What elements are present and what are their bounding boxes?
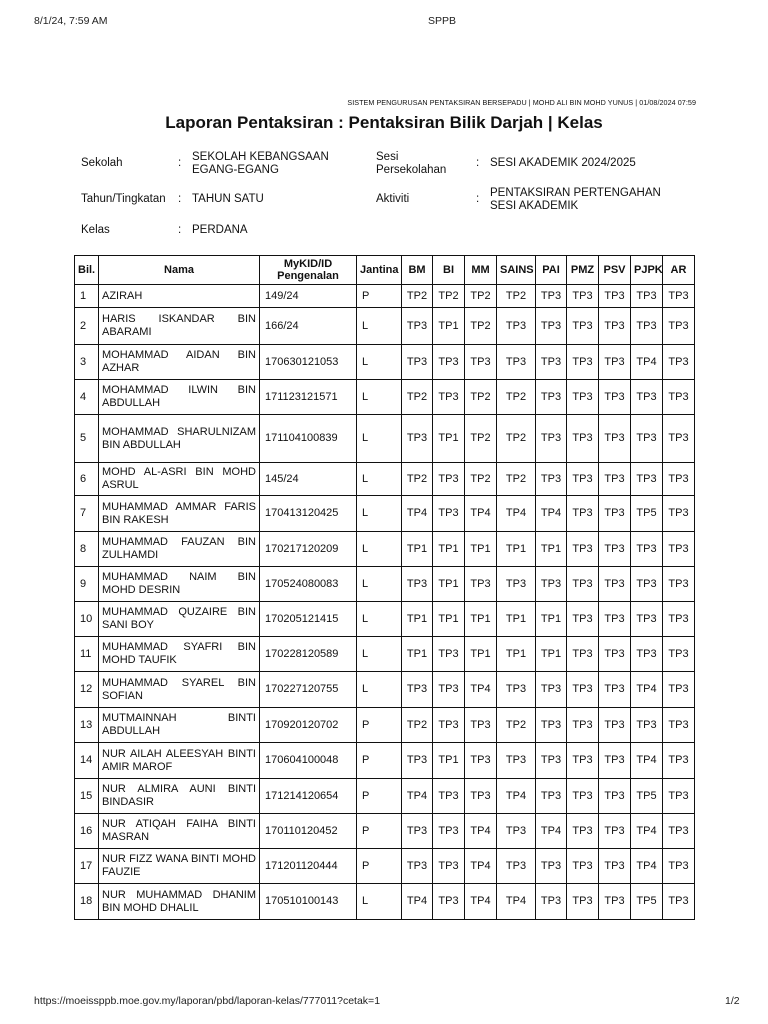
cell-grade-bm: TP3 <box>402 814 433 849</box>
kelas-value: PERDANA <box>192 224 248 236</box>
cell-grade-ar: TP3 <box>663 708 695 743</box>
cell-mykid: 170205121415 <box>260 602 357 637</box>
cell-grade-sains: TP4 <box>497 884 536 920</box>
cell-grade-psv: TP3 <box>599 884 631 920</box>
cell-grade-bm: TP3 <box>402 672 433 708</box>
cell-grade-bi: TP3 <box>433 849 465 884</box>
table-row <box>75 849 695 884</box>
table-header-row <box>75 256 695 285</box>
cell-nama: MOHAMMAD ILWIN BIN ABDULLAH <box>99 380 260 415</box>
cell-nama: AZIRAH <box>99 285 260 308</box>
header-pmz: PMZ <box>567 256 599 285</box>
cell-mykid: 170604100048 <box>260 743 357 779</box>
cell-grade-pjpk: TP3 <box>631 602 663 637</box>
cell-grade-pjpk: TP3 <box>631 567 663 602</box>
sesi-label-line-1: Sesi <box>376 151 399 163</box>
cell-nama: NUR AILAH ALEESYAH BINTI AMIR MAROF <box>99 743 260 779</box>
cell-grade-pmz: TP3 <box>567 532 599 567</box>
table-row <box>75 708 695 743</box>
header-bi: BI <box>433 256 465 285</box>
cell-mykid: 170920120702 <box>260 708 357 743</box>
tahun-label: Tahun/Tingkatan <box>81 193 166 205</box>
table-row <box>75 415 695 463</box>
table-row <box>75 308 695 345</box>
cell-grade-sains: TP3 <box>497 672 536 708</box>
cell-grade-ar: TP3 <box>663 672 695 708</box>
cell-grade-pai: TP1 <box>536 602 567 637</box>
table-row <box>75 602 695 637</box>
cell-grade-psv: TP3 <box>599 602 631 637</box>
table-row <box>75 567 695 602</box>
print-footer-url: https://moeissppb.moe.gov.my/laporan/pbd/laporan-kelas/777011?cetak=1 <box>34 995 381 1007</box>
cell-grade-pmz: TP3 <box>567 415 599 463</box>
cell-grade-pai: TP3 <box>536 567 567 602</box>
print-page-title: SPPB <box>428 15 457 27</box>
cell-grade-psv: TP3 <box>599 285 631 308</box>
cell-grade-ar: TP3 <box>663 567 695 602</box>
cell-grade-bm: TP2 <box>402 463 433 496</box>
table-row <box>75 380 695 415</box>
table-row <box>75 345 695 380</box>
cell-nama: MUHAMMAD QUZAIRE BIN SANI BOY <box>99 602 260 637</box>
cell-grade-bm: TP3 <box>402 743 433 779</box>
cell-grade-pjpk: TP5 <box>631 779 663 814</box>
cell-grade-ar: TP3 <box>663 308 695 345</box>
cell-nama: MOHD AL-ASRI BIN MOHD ASRUL <box>99 463 260 496</box>
cell-grade-pmz: TP3 <box>567 380 599 415</box>
cell-grade-pai: TP3 <box>536 415 567 463</box>
cell-grade-sains: TP3 <box>497 567 536 602</box>
cell-nama: HARIS ISKANDAR BIN ABARAMI <box>99 308 260 345</box>
colon: : <box>178 193 182 205</box>
cell-bil: 3 <box>75 345 99 380</box>
cell-nama: MUHAMMAD NAIM BIN MOHD DESRIN <box>99 567 260 602</box>
cell-grade-pmz: TP3 <box>567 884 599 920</box>
cell-grade-bm: TP2 <box>402 380 433 415</box>
cell-mykid: 170630121053 <box>260 345 357 380</box>
header-ar: AR <box>663 256 695 285</box>
print-footer-page-number: 1/2 <box>725 995 740 1007</box>
cell-grade-ar: TP3 <box>663 743 695 779</box>
cell-grade-ar: TP3 <box>663 345 695 380</box>
cell-grade-sains: TP2 <box>497 708 536 743</box>
cell-grade-pjpk: TP3 <box>631 463 663 496</box>
cell-bil: 7 <box>75 496 99 532</box>
cell-grade-ar: TP3 <box>663 884 695 920</box>
cell-grade-psv: TP3 <box>599 743 631 779</box>
cell-grade-pai: TP3 <box>536 743 567 779</box>
cell-grade-pmz: TP3 <box>567 496 599 532</box>
cell-jantina: L <box>357 415 402 463</box>
cell-grade-mm: TP2 <box>465 415 497 463</box>
cell-bil: 5 <box>75 415 99 463</box>
cell-grade-pai: TP3 <box>536 308 567 345</box>
cell-grade-pai: TP1 <box>536 637 567 672</box>
cell-grade-bi: TP3 <box>433 380 465 415</box>
cell-grade-psv: TP3 <box>599 345 631 380</box>
cell-grade-pmz: TP3 <box>567 345 599 380</box>
cell-grade-bi: TP3 <box>433 637 465 672</box>
cell-mykid: 170524080083 <box>260 567 357 602</box>
cell-bil: 11 <box>75 637 99 672</box>
system-info-line: SISTEM PENGURUSAN PENTAKSIRAN BERSEPADU | MOHD ALI BIN MOHD YUNUS | 01/08/2024 07:59 <box>347 98 696 107</box>
cell-grade-sains: TP1 <box>497 532 536 567</box>
assessment-table <box>74 255 695 920</box>
cell-nama: NUR FIZZ WANA BINTI MOHD FAUZIE <box>99 849 260 884</box>
cell-grade-pai: TP4 <box>536 496 567 532</box>
cell-grade-pai: TP3 <box>536 708 567 743</box>
cell-mykid: 170413120425 <box>260 496 357 532</box>
cell-grade-psv: TP3 <box>599 532 631 567</box>
cell-nama: NUR MUHAMMAD DHANIM BIN MOHD DHALIL <box>99 884 260 920</box>
cell-grade-psv: TP3 <box>599 814 631 849</box>
cell-nama: MUHAMMAD SYAFRI BIN MOHD TAUFIK <box>99 637 260 672</box>
sekolah-value-line-1: SEKOLAH KEBANGSAAN <box>192 151 329 163</box>
cell-grade-bi: TP3 <box>433 345 465 380</box>
cell-grade-pjpk: TP3 <box>631 415 663 463</box>
cell-grade-ar: TP3 <box>663 496 695 532</box>
cell-grade-pjpk: TP3 <box>631 708 663 743</box>
header-mykid-line-2: Pengenalan <box>277 270 339 282</box>
cell-jantina: P <box>357 743 402 779</box>
cell-grade-sains: TP3 <box>497 849 536 884</box>
cell-bil: 13 <box>75 708 99 743</box>
cell-grade-ar: TP3 <box>663 637 695 672</box>
cell-mykid: 170227120755 <box>260 672 357 708</box>
cell-grade-sains: TP4 <box>497 779 536 814</box>
cell-bil: 9 <box>75 567 99 602</box>
cell-grade-psv: TP3 <box>599 463 631 496</box>
cell-mykid: 166/24 <box>260 308 357 345</box>
cell-grade-pjpk: TP4 <box>631 814 663 849</box>
colon: : <box>476 193 480 205</box>
table-row <box>75 814 695 849</box>
cell-mykid: 170510100143 <box>260 884 357 920</box>
cell-grade-sains: TP3 <box>497 308 536 345</box>
sekolah-value-line-2: EGANG-EGANG <box>192 164 279 176</box>
cell-grade-mm: TP1 <box>465 602 497 637</box>
cell-grade-psv: TP3 <box>599 637 631 672</box>
cell-grade-pjpk: TP4 <box>631 743 663 779</box>
cell-grade-bm: TP3 <box>402 345 433 380</box>
cell-grade-pmz: TP3 <box>567 567 599 602</box>
cell-grade-bm: TP3 <box>402 415 433 463</box>
cell-grade-bm: TP1 <box>402 532 433 567</box>
cell-grade-mm: TP2 <box>465 308 497 345</box>
cell-grade-pai: TP3 <box>536 380 567 415</box>
cell-grade-pmz: TP3 <box>567 285 599 308</box>
cell-grade-bm: TP3 <box>402 567 433 602</box>
cell-jantina: L <box>357 380 402 415</box>
cell-bil: 12 <box>75 672 99 708</box>
cell-mykid: 171104100839 <box>260 415 357 463</box>
cell-grade-bm: TP1 <box>402 602 433 637</box>
cell-grade-pmz: TP3 <box>567 602 599 637</box>
cell-grade-bm: TP2 <box>402 708 433 743</box>
header-mykid <box>260 256 357 285</box>
cell-bil: 4 <box>75 380 99 415</box>
cell-mykid: 149/24 <box>260 285 357 308</box>
cell-grade-sains: TP1 <box>497 602 536 637</box>
cell-nama: NUR ALMIRA AUNI BINTI BINDASIR <box>99 779 260 814</box>
cell-grade-pmz: TP3 <box>567 849 599 884</box>
cell-grade-mm: TP4 <box>465 849 497 884</box>
colon: : <box>178 157 182 169</box>
cell-grade-pai: TP4 <box>536 814 567 849</box>
header-pjpk: PJPK <box>631 256 663 285</box>
cell-grade-bi: TP1 <box>433 532 465 567</box>
cell-bil: 17 <box>75 849 99 884</box>
cell-grade-pai: TP3 <box>536 285 567 308</box>
cell-grade-mm: TP3 <box>465 708 497 743</box>
cell-grade-psv: TP3 <box>599 708 631 743</box>
sesi-label-line-2: Persekolahan <box>376 164 447 176</box>
cell-nama: MUTMAINNAH BINTI ABDULLAH <box>99 708 260 743</box>
cell-jantina: L <box>357 463 402 496</box>
cell-grade-pmz: TP3 <box>567 637 599 672</box>
kelas-label: Kelas <box>81 224 110 236</box>
cell-grade-mm: TP4 <box>465 672 497 708</box>
cell-jantina: P <box>357 849 402 884</box>
cell-jantina: P <box>357 708 402 743</box>
cell-grade-sains: TP2 <box>497 415 536 463</box>
cell-grade-pjpk: TP4 <box>631 849 663 884</box>
cell-grade-bi: TP3 <box>433 496 465 532</box>
cell-jantina: L <box>357 308 402 345</box>
cell-grade-ar: TP3 <box>663 463 695 496</box>
sekolah-label: Sekolah <box>81 157 123 169</box>
header-jantina: Jantina <box>357 256 402 285</box>
cell-grade-sains: TP3 <box>497 743 536 779</box>
cell-bil: 18 <box>75 884 99 920</box>
cell-grade-ar: TP3 <box>663 814 695 849</box>
cell-grade-pai: TP3 <box>536 849 567 884</box>
header-mykid-line-1: MyKID/ID <box>283 258 333 270</box>
cell-grade-mm: TP3 <box>465 345 497 380</box>
cell-grade-bm: TP4 <box>402 779 433 814</box>
cell-grade-pjpk: TP3 <box>631 380 663 415</box>
cell-grade-ar: TP3 <box>663 779 695 814</box>
cell-grade-pmz: TP3 <box>567 672 599 708</box>
cell-nama: MOHAMMAD AIDAN BIN AZHAR <box>99 345 260 380</box>
cell-grade-bm: TP3 <box>402 308 433 345</box>
cell-bil: 15 <box>75 779 99 814</box>
cell-grade-pjpk: TP3 <box>631 637 663 672</box>
cell-bil: 6 <box>75 463 99 496</box>
header-sains: SAINS <box>497 256 536 285</box>
cell-jantina: L <box>357 345 402 380</box>
cell-grade-mm: TP4 <box>465 496 497 532</box>
report-title: Laporan Pentaksiran : Pentaksiran Bilik Darjah | Kelas <box>165 113 603 132</box>
cell-grade-bi: TP1 <box>433 415 465 463</box>
aktiviti-value-line-1: PENTAKSIRAN PERTENGAHAN <box>490 187 661 199</box>
header-pai: PAI <box>536 256 567 285</box>
cell-jantina: L <box>357 637 402 672</box>
cell-grade-mm: TP4 <box>465 884 497 920</box>
cell-grade-sains: TP3 <box>497 345 536 380</box>
cell-grade-psv: TP3 <box>599 567 631 602</box>
cell-grade-pmz: TP3 <box>567 308 599 345</box>
print-datetime: 8/1/24, 7:59 AM <box>34 15 108 27</box>
cell-grade-psv: TP3 <box>599 779 631 814</box>
cell-grade-pai: TP1 <box>536 532 567 567</box>
cell-grade-pjpk: TP3 <box>631 532 663 567</box>
cell-jantina: P <box>357 285 402 308</box>
cell-grade-ar: TP3 <box>663 415 695 463</box>
cell-grade-pmz: TP3 <box>567 814 599 849</box>
cell-grade-mm: TP2 <box>465 380 497 415</box>
table-row <box>75 779 695 814</box>
cell-mykid: 171201120444 <box>260 849 357 884</box>
cell-mykid: 170228120589 <box>260 637 357 672</box>
cell-jantina: L <box>357 496 402 532</box>
cell-grade-pmz: TP3 <box>567 463 599 496</box>
cell-grade-sains: TP2 <box>497 285 536 308</box>
cell-grade-pmz: TP3 <box>567 779 599 814</box>
cell-nama: NUR ATIQAH FAIHA BINTI MASRAN <box>99 814 260 849</box>
cell-grade-mm: TP2 <box>465 463 497 496</box>
cell-grade-mm: TP2 <box>465 285 497 308</box>
cell-grade-mm: TP1 <box>465 532 497 567</box>
cell-grade-mm: TP3 <box>465 779 497 814</box>
header-bil: Bil. <box>75 256 99 285</box>
cell-grade-sains: TP1 <box>497 637 536 672</box>
cell-mykid: 145/24 <box>260 463 357 496</box>
colon: : <box>178 224 182 236</box>
cell-grade-mm: TP3 <box>465 743 497 779</box>
cell-mykid: 170110120452 <box>260 814 357 849</box>
cell-jantina: L <box>357 532 402 567</box>
cell-grade-bi: TP3 <box>433 814 465 849</box>
cell-grade-pjpk: TP5 <box>631 496 663 532</box>
cell-grade-bi: TP1 <box>433 308 465 345</box>
cell-grade-pai: TP3 <box>536 779 567 814</box>
header-mm: MM <box>465 256 497 285</box>
cell-grade-bm: TP2 <box>402 285 433 308</box>
cell-grade-bi: TP3 <box>433 463 465 496</box>
cell-nama: MUHAMMAD AMMAR FARIS BIN RAKESH <box>99 496 260 532</box>
cell-grade-psv: TP3 <box>599 308 631 345</box>
cell-grade-mm: TP4 <box>465 814 497 849</box>
cell-grade-mm: TP3 <box>465 567 497 602</box>
cell-jantina: P <box>357 779 402 814</box>
cell-grade-pmz: TP3 <box>567 743 599 779</box>
cell-nama: MUHAMMAD SYAREL BIN SOFIAN <box>99 672 260 708</box>
table-row <box>75 463 695 496</box>
table-row <box>75 532 695 567</box>
table-row <box>75 672 695 708</box>
cell-grade-pai: TP3 <box>536 884 567 920</box>
cell-jantina: L <box>357 884 402 920</box>
cell-grade-ar: TP3 <box>663 380 695 415</box>
cell-grade-pai: TP3 <box>536 672 567 708</box>
header-psv: PSV <box>599 256 631 285</box>
cell-grade-bi: TP2 <box>433 285 465 308</box>
header-nama: Nama <box>99 256 260 285</box>
table-row <box>75 285 695 308</box>
table-row <box>75 743 695 779</box>
cell-nama: MOHAMMAD SHARULNIZAM BIN ABDULLAH <box>99 415 260 463</box>
cell-nama: MUHAMMAD FAUZAN BIN ZULHAMDI <box>99 532 260 567</box>
cell-bil: 14 <box>75 743 99 779</box>
cell-grade-sains: TP2 <box>497 463 536 496</box>
cell-grade-bi: TP3 <box>433 672 465 708</box>
cell-grade-sains: TP2 <box>497 380 536 415</box>
cell-grade-pjpk: TP5 <box>631 884 663 920</box>
cell-grade-bi: TP3 <box>433 779 465 814</box>
cell-grade-ar: TP3 <box>663 532 695 567</box>
cell-grade-sains: TP3 <box>497 814 536 849</box>
aktiviti-label: Aktiviti <box>376 193 410 205</box>
cell-bil: 10 <box>75 602 99 637</box>
table-body <box>75 285 695 920</box>
cell-grade-psv: TP3 <box>599 415 631 463</box>
cell-bil: 1 <box>75 285 99 308</box>
cell-grade-psv: TP3 <box>599 380 631 415</box>
cell-grade-bm: TP4 <box>402 884 433 920</box>
cell-grade-bi: TP3 <box>433 708 465 743</box>
cell-grade-mm: TP1 <box>465 637 497 672</box>
cell-bil: 16 <box>75 814 99 849</box>
cell-grade-psv: TP3 <box>599 496 631 532</box>
cell-grade-pjpk: TP4 <box>631 345 663 380</box>
cell-grade-pai: TP3 <box>536 463 567 496</box>
cell-grade-pai: TP3 <box>536 345 567 380</box>
cell-bil: 8 <box>75 532 99 567</box>
aktiviti-value-line-2: SESI AKADEMIK <box>490 200 579 212</box>
cell-grade-pjpk: TP3 <box>631 285 663 308</box>
cell-grade-psv: TP3 <box>599 849 631 884</box>
cell-mykid: 170217120209 <box>260 532 357 567</box>
cell-grade-pjpk: TP3 <box>631 308 663 345</box>
cell-grade-sains: TP4 <box>497 496 536 532</box>
cell-jantina: P <box>357 814 402 849</box>
table-row <box>75 496 695 532</box>
cell-grade-pmz: TP3 <box>567 708 599 743</box>
cell-grade-bm: TP1 <box>402 637 433 672</box>
cell-bil: 2 <box>75 308 99 345</box>
colon: : <box>476 157 480 169</box>
cell-grade-bm: TP3 <box>402 849 433 884</box>
table-row <box>75 884 695 920</box>
cell-grade-ar: TP3 <box>663 849 695 884</box>
cell-mykid: 171123121571 <box>260 380 357 415</box>
cell-grade-psv: TP3 <box>599 672 631 708</box>
cell-grade-bi: TP1 <box>433 602 465 637</box>
cell-grade-ar: TP3 <box>663 602 695 637</box>
cell-grade-bi: TP1 <box>433 743 465 779</box>
header-bm: BM <box>402 256 433 285</box>
cell-grade-bm: TP4 <box>402 496 433 532</box>
cell-jantina: L <box>357 567 402 602</box>
sesi-value: SESI AKADEMIK 2024/2025 <box>490 157 636 169</box>
tahun-value: TAHUN SATU <box>192 193 264 205</box>
cell-jantina: L <box>357 602 402 637</box>
cell-jantina: L <box>357 672 402 708</box>
cell-grade-bi: TP3 <box>433 884 465 920</box>
cell-mykid: 171214120654 <box>260 779 357 814</box>
cell-grade-bi: TP1 <box>433 567 465 602</box>
table-row <box>75 637 695 672</box>
cell-grade-pjpk: TP4 <box>631 672 663 708</box>
cell-grade-ar: TP3 <box>663 285 695 308</box>
